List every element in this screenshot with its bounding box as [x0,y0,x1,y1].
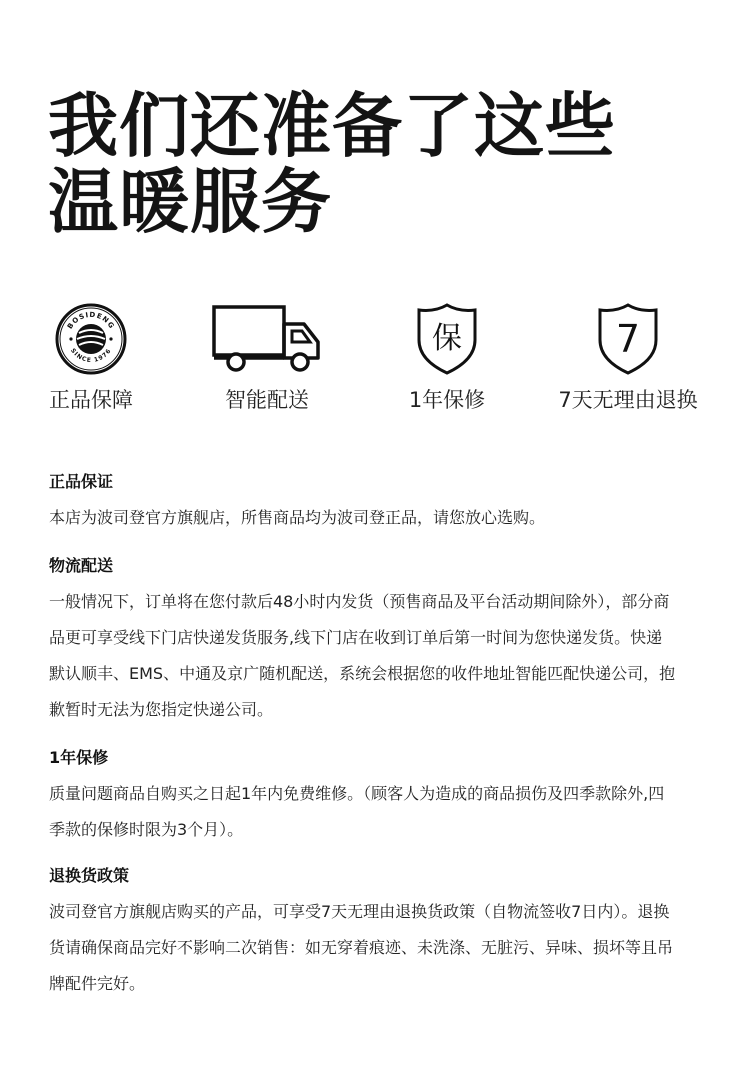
warranty-shield-icon [415,302,479,376]
section-line: 季款的保修时限为3个月）。 [49,820,244,839]
section-title: 1年保修 [49,748,109,767]
page-title [48,85,616,243]
seal-top-text: BOSIDENG [65,310,117,331]
section-body [49,894,709,1002]
section-line: 波司登官方旗舰店购买的产品，可享受7天无理由退换货政策（自物流签收7日内）。退换 [49,902,670,921]
section-delivery [49,556,709,728]
service-features [0,300,750,420]
section-title: 退换货政策 [49,866,130,885]
section-line: 本店为波司登官方旗舰店，所售商品均为波司登正品，请您放心选购。 [49,508,546,527]
seal-bottom-text: SINCE 1976 [69,347,113,365]
section-line: 牌配件完好。 [49,974,146,993]
section-warranty [49,748,709,848]
section-title: 正品保证 [49,472,114,491]
shield-text: 保 [432,321,462,356]
return-7day-shield-icon [596,302,660,376]
section-body [49,500,709,536]
feature-authentic [6,300,176,414]
feature-label: 7天无理由退换 [558,388,698,412]
section-line: 一般情况下，订单将在您付款后48小时内发货（预售商品及平台活动期间除外），部分商 [49,592,670,611]
section-return-policy [49,866,709,1002]
bosideng-seal-icon [55,303,127,375]
feature-return [543,300,713,414]
feature-label: 1年保修 [408,388,486,412]
feature-label: 正品保障 [49,388,133,412]
section-line: 质量问题商品自购买之日起1年内免费维修。（顾客人为造成的商品损伤及四季款除外,四 [49,784,665,803]
section-line: 货请确保商品完好不影响二次销售：如无穿着痕迹、未洗涤、无脏污、异味、损坏等且吊 [49,938,674,957]
section-line: 歉暂时无法为您指定快递公司。 [49,700,274,719]
page-title-line-2: 温暖服务 [48,161,332,243]
section-title: 物流配送 [49,556,114,575]
feature-warranty [362,300,532,414]
section-line: 默认顺丰、EMS、中通及京广随机配送，系统会根据您的收件地址智能匹配快递公司，抱 [49,664,676,683]
shield-text: 7 [615,317,641,361]
section-authentic [49,472,709,536]
delivery-truck-icon [212,304,322,374]
section-line: 品更可享受线下门店快递发货服务,线下门店在收到订单后第一时间为您快递发货。快递 [49,628,663,647]
feature-delivery [182,300,352,414]
section-body [49,584,709,728]
feature-label: 智能配送 [225,388,309,412]
page-title-line-1: 我们还准备了这些 [48,85,616,167]
section-body [49,776,709,848]
